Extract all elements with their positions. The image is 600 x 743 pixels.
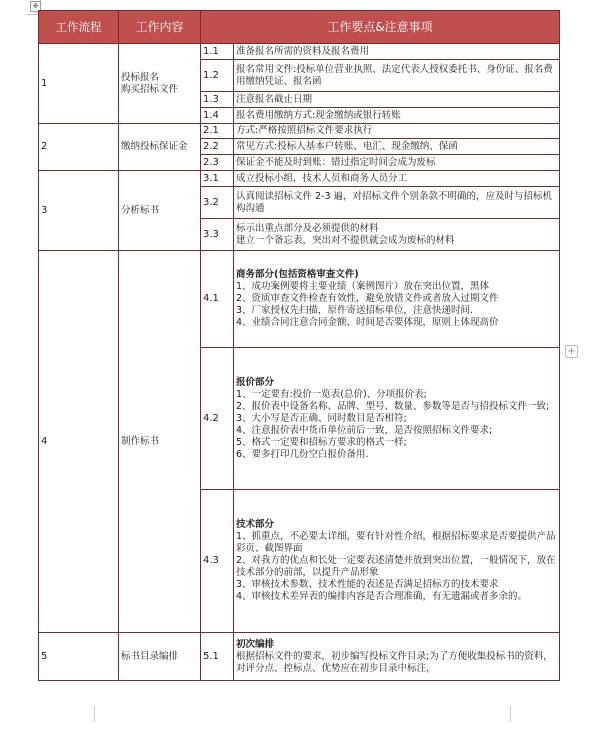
- table-row: [39, 633, 560, 681]
- point-text: 商务部分(包括资格审查文件) 1、成功案例要将主要业绩（案例图片）放在突出位置，黑体 2、资质审查文件检查有效性，避免放错文件或者放入过期文件 3、厂家授权先扫描，原件寄送招标单位，注意快递时间. 4、业绩合同注意合同金额、时间是否要体现，原则上体现高价: [234, 251, 560, 348]
- step-name: 制作标书: [119, 251, 201, 633]
- point-text: 保证金不能及时到账：错过指定时间会成为废标: [234, 155, 560, 171]
- section-heading: 初次编排: [236, 638, 275, 650]
- table-move-handle-icon[interactable]: ✥: [30, 1, 41, 12]
- point-text: 注意报名截止日期: [234, 92, 560, 108]
- step-number: 5: [39, 633, 119, 681]
- point-text: 报价部分 1、一定要有:投价一览表(总价)、分项报价表; 2、报价表中设备名称、品牌、型号、数量、参数等是否与招投标文件一致; 3、大小写是否正确、同时数目是否相符; 4、注意报价表中货币单位前后一致，是否按照招标文件要求; 5、格式一定要和招标方要求的格式一样; 6、要多打印几份空白报价备用.: [234, 348, 560, 490]
- point-text: 标示出重点部分及必须提供的材料 建立一个备忘表，突出对不提供就会成为废标的材料: [234, 219, 560, 251]
- header-points: 工作要点&注意事项: [201, 11, 560, 44]
- table-row: [39, 171, 560, 187]
- point-text: 报名常用文件:投标单位营业执照、法定代表人授权委托书、身份证、报名费用缴纳凭证、报名函: [234, 60, 560, 92]
- sub-number: 2.3: [201, 155, 234, 171]
- sub-number: 4.1: [201, 251, 234, 348]
- sub-number: 3.1: [201, 171, 234, 187]
- point-text: 报名费用缴纳方式:现金缴纳或银行转账: [234, 108, 560, 124]
- header-process: 工作流程: [39, 11, 119, 44]
- section-heading: 技术部分: [236, 519, 275, 530]
- point-text: 常见方式:投标人基本户转账、电汇、现金缴纳、保函: [234, 139, 560, 155]
- sub-number: 2.1: [201, 124, 234, 139]
- sub-number: 3.3: [201, 219, 234, 251]
- sub-number: 1.4: [201, 108, 234, 124]
- section-heading: 报价部分: [236, 376, 275, 388]
- table-row: [39, 251, 560, 348]
- header-row: [39, 11, 560, 44]
- point-text: 认真阅读招标文件 2-3 遍，对招标文件个别条款不明确的，应及时与招标机构沟通: [234, 187, 560, 219]
- sub-number: 1.1: [201, 44, 234, 60]
- sub-number: 4.3: [201, 490, 234, 633]
- sub-number: 3.2: [201, 187, 234, 219]
- step-number: 1: [39, 44, 119, 124]
- page-corner-mark: [80, 706, 95, 722]
- step-number: 3: [39, 171, 119, 251]
- point-text: 初次编排 根据招标文件的要求，初步编写投标文件目录;为了方便收集投标书的资料，对评分点、控标点、优势应在初步目录中标注，: [234, 633, 560, 681]
- point-text: 方式:严格按照招标文件要求执行: [234, 124, 560, 139]
- add-column-icon[interactable]: +: [565, 345, 578, 358]
- point-text: 技术部分 1、抓重点，不必要太详细，要有针对性介绍，根据招标要求是否要提供产品彩页、截图界面 2、对我方的优点和长处一定要表述清楚并放到突出位置，一般情况下，放在技术部分的前部，以提升产品形象 3、审核技术参数、技术性能的表述是否满足招标方的技术要求 4、审核技术差异表的编排内容是否合理准确，有无遗漏或者多余的。: [234, 490, 560, 633]
- point-text: 成立投标小组，技术人员和商务人员分工: [234, 171, 560, 187]
- sub-number: 1.3: [201, 92, 234, 108]
- table-row: [39, 44, 560, 60]
- work-process-table: [38, 10, 560, 681]
- header-content: 工作内容: [119, 11, 201, 44]
- sub-number: 1.2: [201, 60, 234, 92]
- step-number: 4: [39, 251, 119, 633]
- step-name: 标书目录编排: [119, 633, 201, 681]
- step-name: 缴纳投标保证金: [119, 124, 201, 171]
- sub-number: 4.2: [201, 348, 234, 490]
- sub-number: 2.2: [201, 139, 234, 155]
- table-row: [39, 124, 560, 139]
- step-name: 分析标书: [119, 171, 201, 251]
- section-heading: 商务部分(包括资格审查文件): [236, 269, 359, 280]
- step-name: 投标报名 购买招标文件: [119, 44, 201, 124]
- step-number: 2: [39, 124, 119, 171]
- page-corner-mark: [510, 706, 525, 722]
- sub-number: 5.1: [201, 633, 234, 681]
- point-text: 准备报名所需的资料及报名费用: [234, 44, 560, 60]
